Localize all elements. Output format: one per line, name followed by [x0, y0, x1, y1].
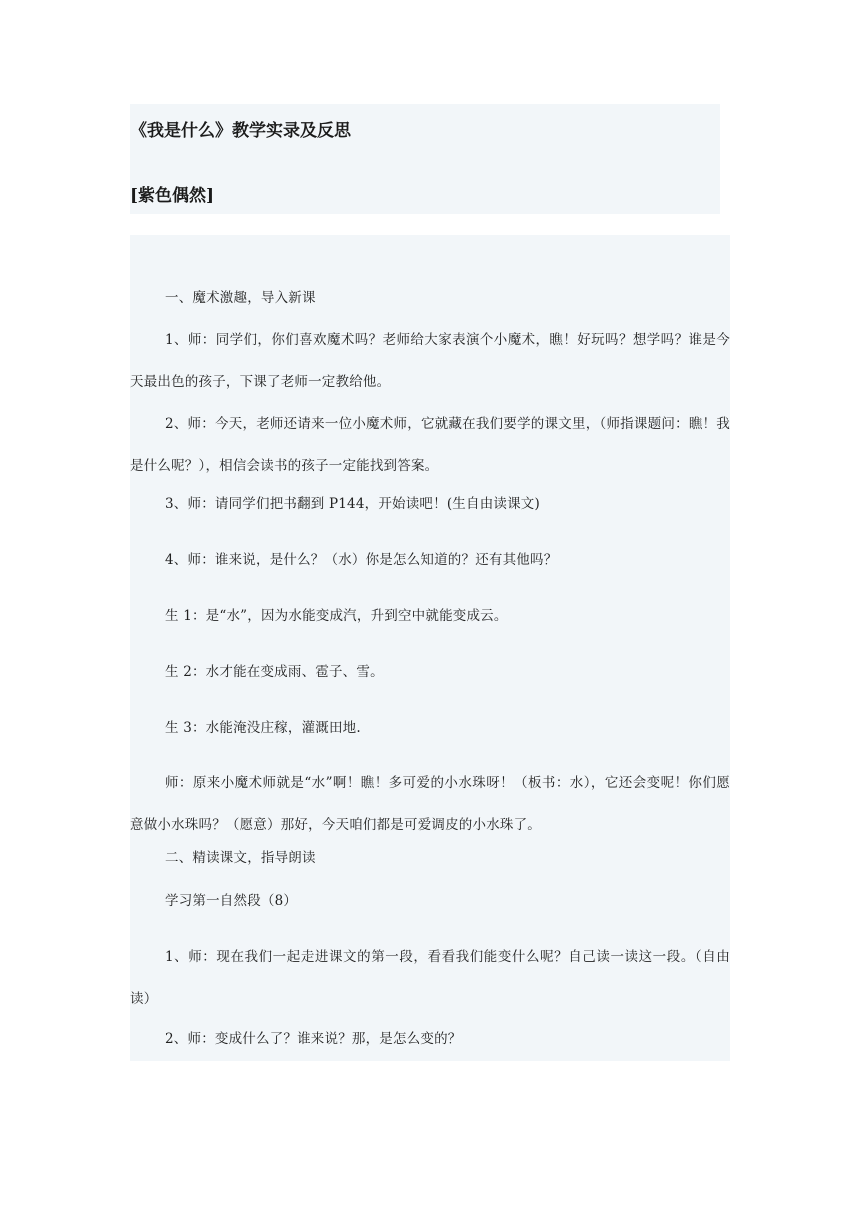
paragraph: 1、师：现在我们一起走进课文的第一段，看看我们能变什么呢？自己读一读这一段。（自由读）	[130, 949, 730, 1007]
paragraph: 3、师：请同学们把书翻到 P144，开始读吧！(生自由读课文)	[165, 496, 540, 512]
document-author: [紫色偶然]	[130, 186, 215, 206]
student-answer: 生 1：是“水”，因为水能变成汽，升到空中就能变成云。	[165, 608, 508, 624]
paragraph: 4、师：谁来说，是什么？（水）你是怎么知道的？还有其他吗？	[165, 552, 558, 568]
document-title: 《我是什么》教学实录及反思	[130, 121, 351, 141]
paragraph: 师：原来小魔术师就是“水”啊！瞧！多可爱的小水珠呀！（板书：水），它还会变呢！你们愿意做小水珠吗？（愿意）那好，今天咱们都是可爱调皮的小水珠了。	[130, 775, 730, 833]
student-answer: 生 3：水能淹没庄稼，灌溉田地.	[165, 720, 361, 736]
subsection-heading: 学习第一自然段（8）	[165, 893, 298, 909]
paragraph: 1、师：同学们，你们喜欢魔术吗？老师给大家表演个小魔术，瞧！好玩吗？想学吗？谁是今天最出色的孩子，下课了老师一定教给他。	[130, 332, 730, 390]
student-answer: 生 2：水才能在变成雨、雹子、雪。	[165, 664, 384, 680]
paragraph: 2、师：变成什么了？谁来说？那，是怎么变的？	[165, 1031, 462, 1047]
paragraph: 2、师：今天，老师还请来一位小魔术师，它就藏在我们要学的课文里，（师指课题问：瞧！我是什么呢？），相信会读书的孩子一定能找到答案。	[130, 416, 730, 474]
section-heading: 一、魔术激趣，导入新课	[165, 290, 316, 306]
section-heading: 二、精读课文，指导朗读	[165, 850, 316, 866]
